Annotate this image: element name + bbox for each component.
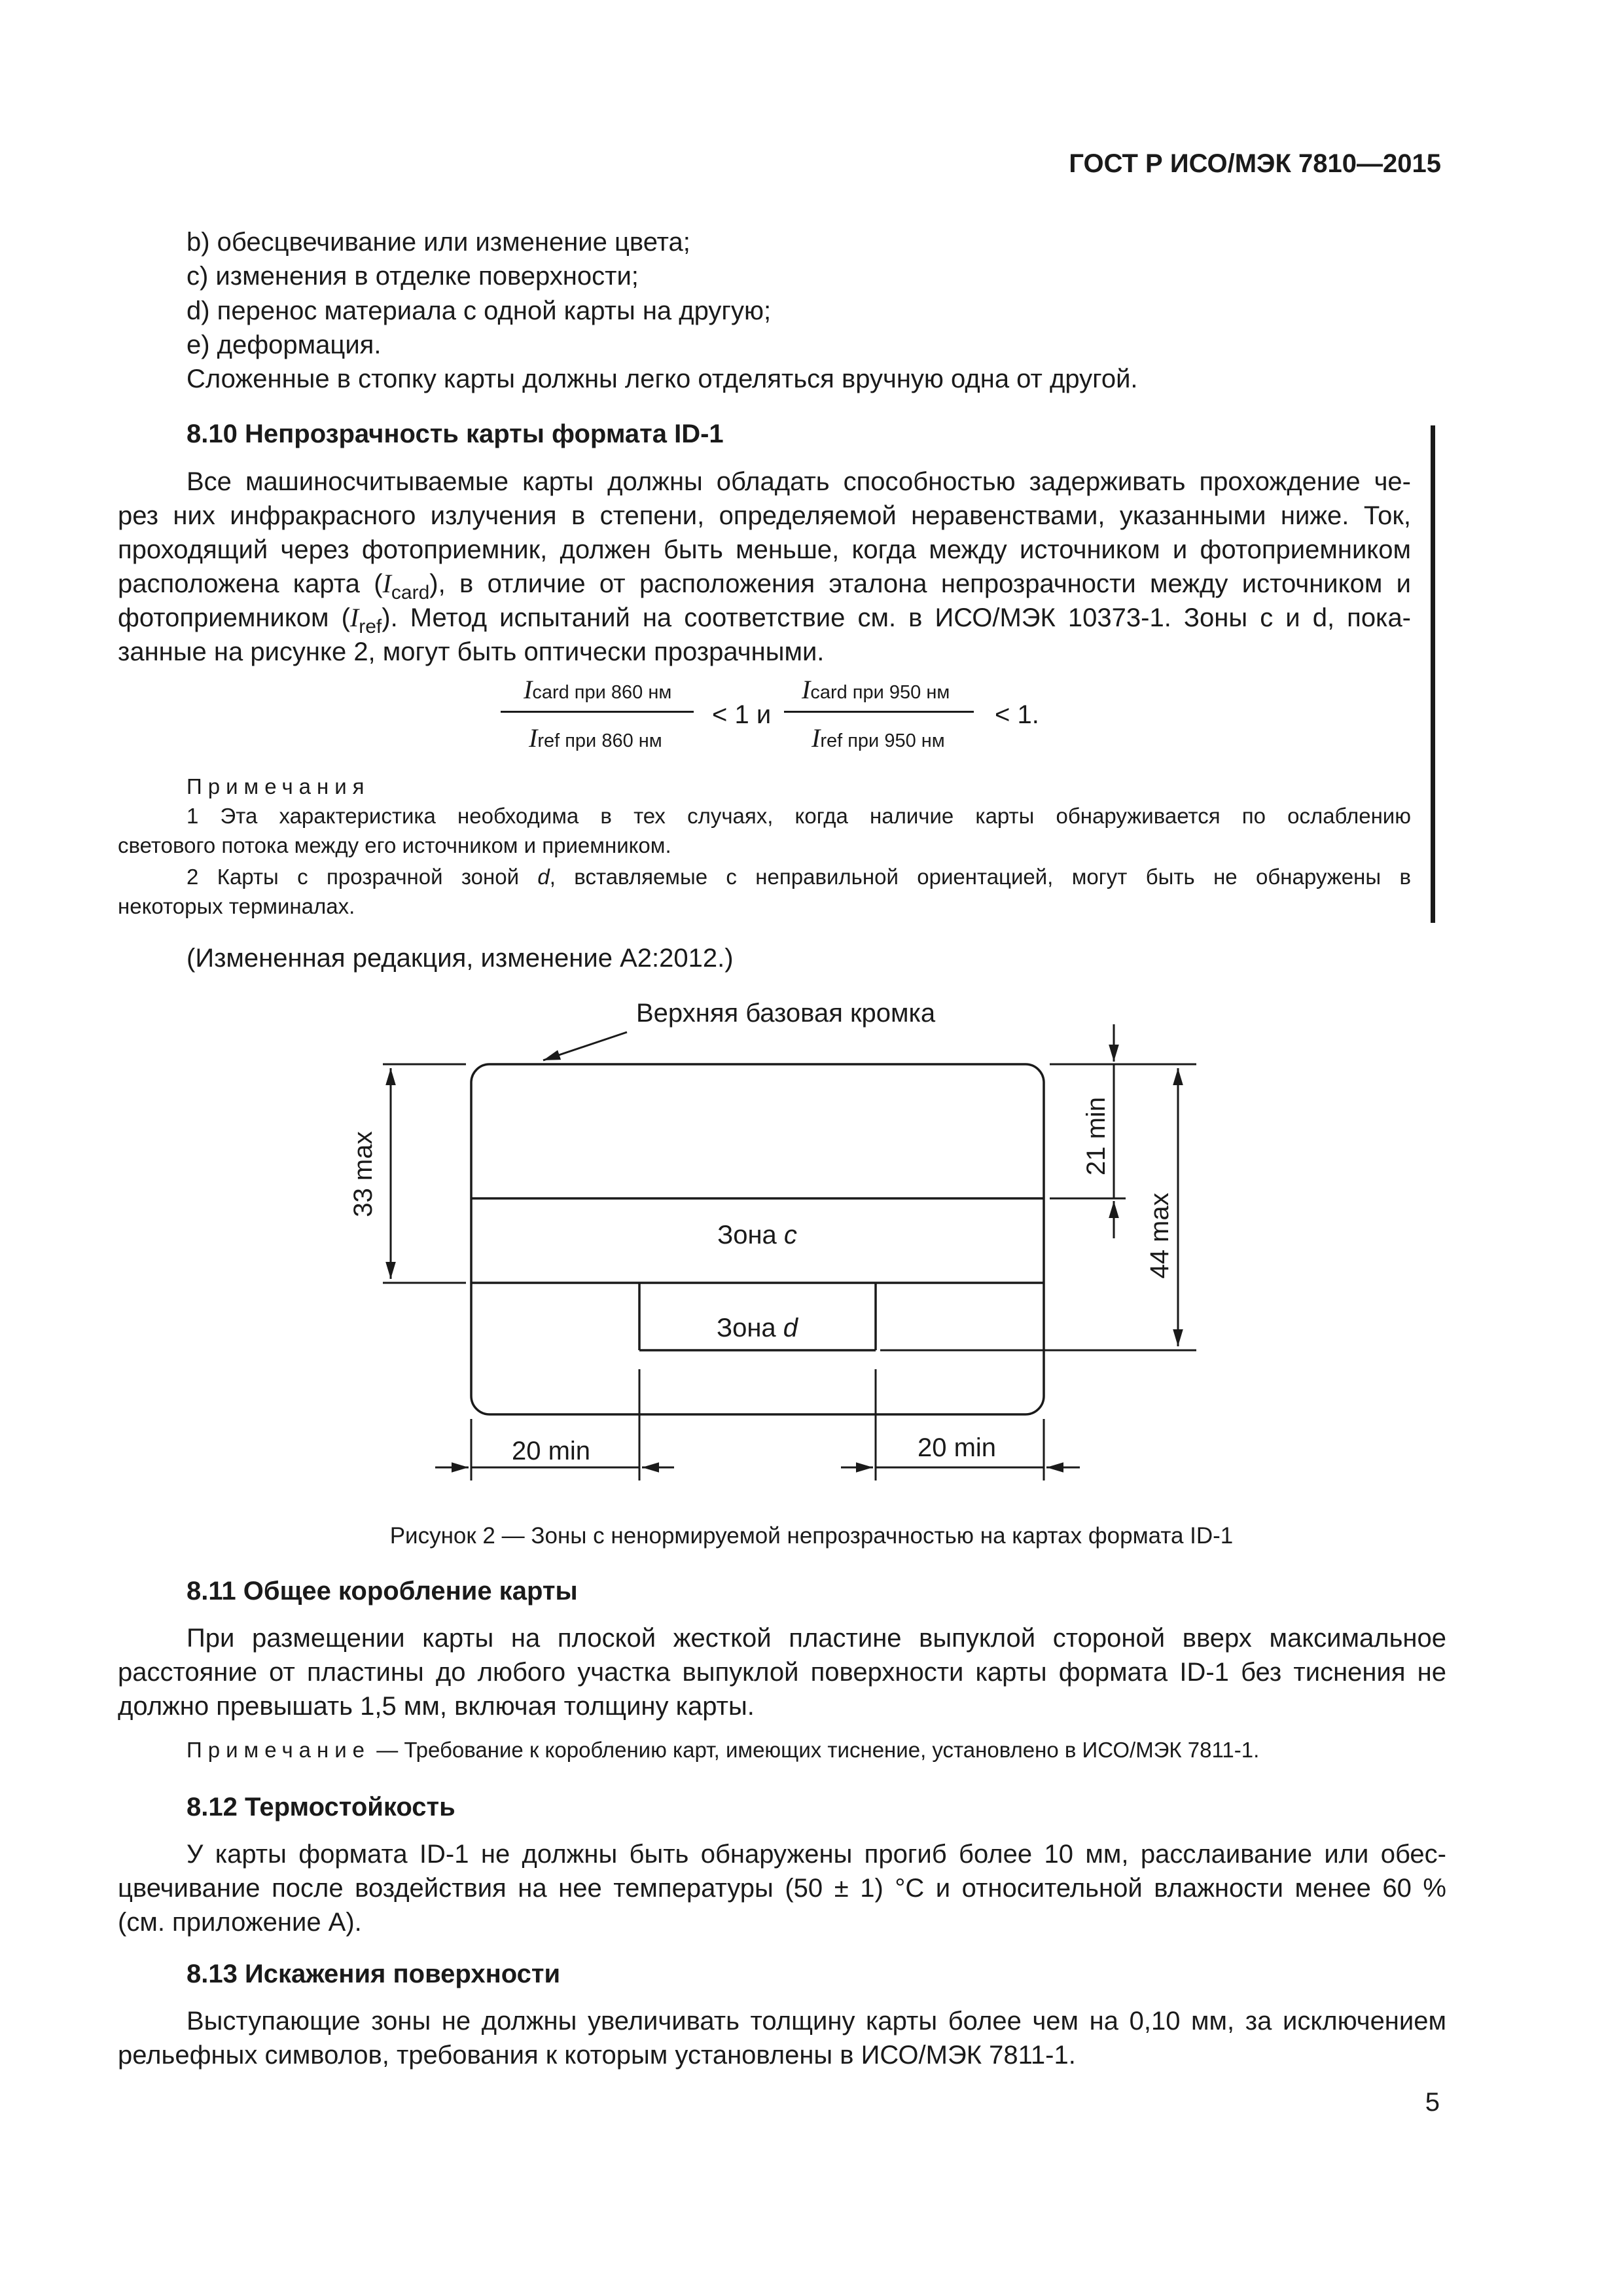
note-line: некоторых терминалах. [118, 894, 355, 918]
paragraph-line: рез них инфракрасного излучения в степени, определяемой неравенствами, указанными ниже. Ток, [118, 501, 1411, 530]
paragraph-line: рельефных символов, требования к которым установлены в ИСО/МЭК 7811-1. [118, 2041, 1076, 2070]
formula-denominator-1: Iref при 860 нм [529, 723, 662, 753]
formula-denominator-2: Iref при 950 нм [812, 723, 945, 753]
note-line: 1 Эта характеристика необходима в тех случаях, когда наличие карты обнаруживается по ослаблению [187, 804, 1411, 828]
paragraph-line: фотоприемником $(I_{ref})$. Метод испытаний на соответствие см. в ИСО/МЭК 10373-1. Зоны c и d, пока- [118, 603, 1412, 637]
paragraph-line: расстояние от пластины до любого участка выпуклой поверхности карты формата ID-1 без тиснения не [118, 1658, 1446, 1687]
list-item: e) деформация. [187, 331, 382, 359]
amendment-note: (Измененная редакция, изменение А2:2012.) [187, 944, 734, 973]
dim-33-label: 33 max [349, 1131, 378, 1217]
figure-caption: Рисунок 2 — Зоны с ненормируемой непрозрачностью на картах формата ID-1 [389, 1523, 1234, 1549]
note-line: светового потока между его источником и приемником. [118, 833, 671, 857]
list-item: d) перенос материала с одной карты на другую; [187, 296, 772, 325]
section-title-8-11: 8.11 Общее коробление карты [187, 1577, 578, 1605]
formula-numerator-1: Icard при 860 нм [524, 675, 672, 704]
dim-20-right-label: 20 min [917, 1433, 997, 1462]
zone-d-label: Зона d [716, 1314, 798, 1342]
paragraph-line: цвечивание после воздействия на нее температуры (50 ± 1) °С и относительной влажности менее 60 % [118, 1874, 1446, 1903]
top-edge-label: Верхняя базовая кромка [636, 999, 936, 1028]
paragraph-line: Все машиносчитываемые карты должны обладать способностью задерживать прохождение че- [187, 467, 1411, 496]
notes-heading: Примечания [187, 774, 370, 798]
paragraph-line: должно превышать 1,5 мм, включая толщину карты. [118, 1692, 755, 1721]
paragraph-line: занные на рисунке 2, могут быть оптически прозрачными. [118, 637, 825, 666]
paragraph-line: У карты формата ID-1 не должны быть обнаружены прогиб более 10 мм, расслаивание или обес- [187, 1840, 1446, 1869]
list-item: b) обесцвечивание или изменение цвета; [187, 228, 690, 257]
section-title-8-12: 8.12 Термостойкость [187, 1793, 455, 1821]
paragraph-line: При размещении карты на плоской жесткой пластине выпуклой стороной вверх максимальное [187, 1624, 1446, 1653]
top-edge-leader [543, 1032, 627, 1060]
paragraph-line: расположена карта $(I_{card})$, в отличие от расположения эталона непрозрачности между источником и [118, 569, 1412, 603]
formula-operator: < 1 и [712, 700, 772, 729]
section-title-8-10: 8.10 Непрозрачность карты формата ID-1 [187, 420, 724, 448]
formula-operator: < 1. [995, 700, 1039, 729]
note-line: 2 Карты с прозрачной зоной d, вставляемые с неправильной ориентацией, могут быть не обнаружены в [187, 865, 1411, 889]
zone-c-label: Зона c [717, 1221, 797, 1249]
section-title-8-13: 8.13 Искажения поверхности [187, 1960, 561, 1988]
list-item: c) изменения в отделке поверхности; [187, 262, 639, 291]
dim-21-label: 21 min [1082, 1096, 1111, 1176]
paragraph-line: проходящий через фотоприемник, должен быть меньше, когда между источником и фотоприемником [118, 535, 1411, 564]
note-line: Примечание — Требование к короблению карт, имеющих тиснение, установлено в ИСО/МЭК 7811-1. [187, 1738, 1260, 1762]
paragraph: Сложенные в стопку карты должны легко отделяться вручную одна от другой. [187, 365, 1138, 393]
document-code: ГОСТ Р ИСО/МЭК 7810—2015 [1069, 149, 1441, 178]
formula-numerator-2: Icard при 950 нм [802, 675, 950, 704]
paragraph-line: (см. приложение А). [118, 1908, 362, 1937]
dim-20-left-label: 20 min [511, 1437, 591, 1465]
page-number: 5 [1425, 2088, 1440, 2117]
dim-44-label: 44 max [1145, 1193, 1174, 1279]
paragraph-line: Выступающие зоны не должны увеличивать толщину карты более чем на 0,10 мм, за исключением [187, 2007, 1446, 2036]
